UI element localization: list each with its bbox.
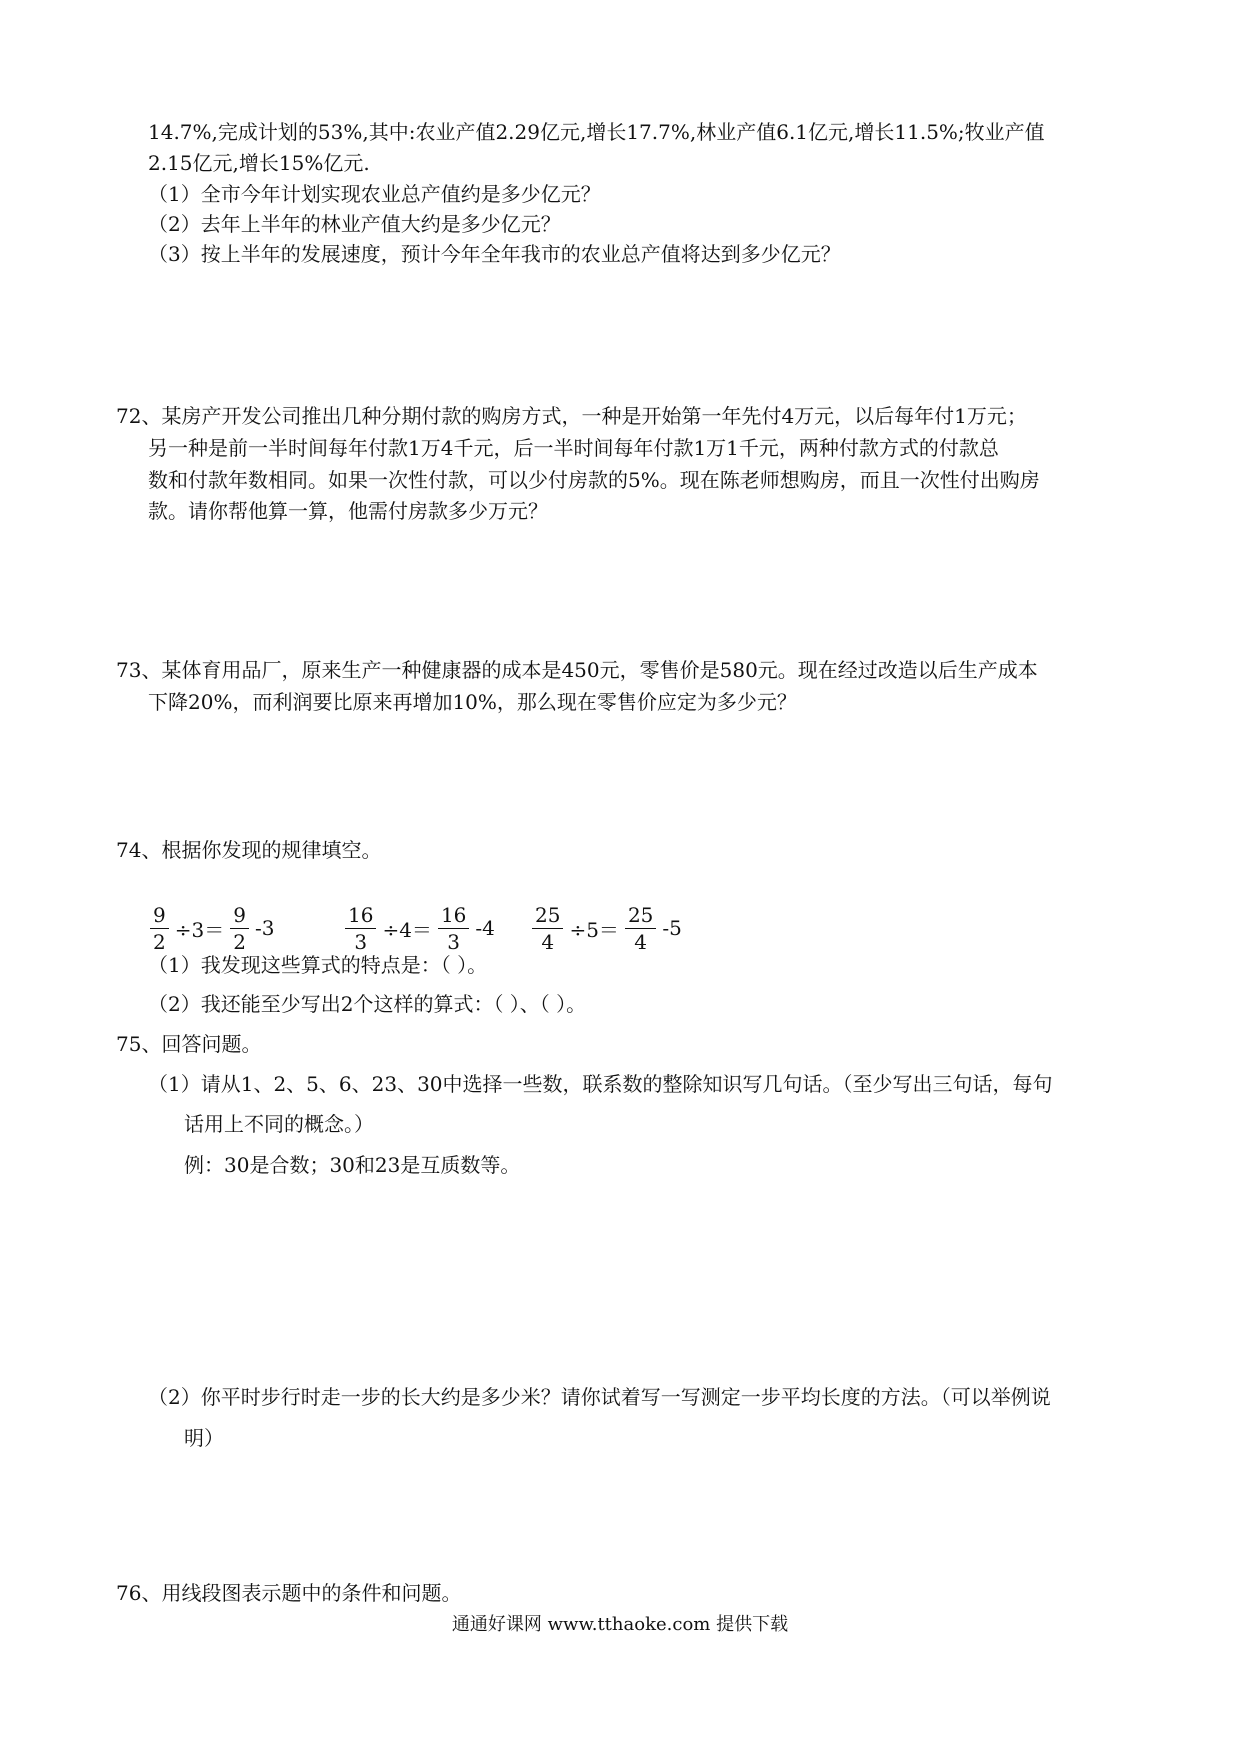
- problem-72-line-2: 另一种是前一半时间每年付款1万4千元，后一半时间每年付款1万1千元，两种付款方式的付款总: [148, 436, 999, 460]
- fraction-denominator: 2: [233, 929, 246, 954]
- problem-76-title: 76、用线段图表示题中的条件和问题。: [116, 1581, 462, 1605]
- fraction: [230, 902, 249, 955]
- problem-72-line-3: 数和付款年数相同。如果一次性付款，可以少付房款的5%。现在陈老师想购房，而且一次性付出购房: [148, 468, 1040, 492]
- problem-72-line-4: 款。请你帮他算一算，他需付房款多少万元？: [148, 499, 548, 523]
- page-footer: 通通好课网 www.tthaoke.com 提供下载: [451, 1614, 789, 1635]
- fraction-denominator: 4: [634, 929, 648, 954]
- problem-73-line-2: 下降20%，而利润要比原来再增加10%，那么现在零售价应定为多少元？: [148, 690, 797, 714]
- fraction-numerator: 16: [345, 902, 376, 929]
- fraction-numerator: 9: [230, 902, 249, 929]
- fraction-denominator: 2: [153, 929, 166, 954]
- problem-75-title: 75、回答问题。: [116, 1032, 262, 1056]
- fraction: [150, 902, 169, 955]
- fraction-numerator: 16: [438, 902, 469, 929]
- fraction-denominator: 4: [541, 929, 555, 954]
- equation-3: [530, 888, 686, 968]
- problem-75-example: 例：30是合数；30和23是互质数等。: [184, 1153, 521, 1177]
- equation-operator: ÷4＝: [382, 917, 432, 942]
- fraction-numerator: 25: [625, 902, 656, 929]
- problem-74-title: 74、根据你发现的规律填空。: [116, 838, 382, 862]
- problem-75-question-1-line-2: 话用上不同的概念。）: [184, 1112, 374, 1136]
- intro-question-1: （1）全市今年计划实现农业总产值约是多少亿元？: [148, 182, 601, 206]
- problem-75-question-2-line-2: 明）: [184, 1426, 224, 1450]
- equation-tail: -3: [254, 916, 275, 940]
- equation-tail: -4: [475, 916, 495, 940]
- intro-question-3: （3）按上半年的发展速度，预计今年全年我市的农业总产值将达到多少亿元？: [148, 242, 841, 266]
- fraction: [625, 902, 656, 955]
- problem-72-line-1: 72、某房产开发公司推出几种分期付款的购房方式，一种是开始第一年先付4万元，以后每年付1万元；: [116, 404, 1027, 428]
- equation-operator: ÷5＝: [569, 917, 619, 942]
- intro-line-1: 14.7%,完成计划的53%,其中:农业产值2.29亿元,增长17.7%,林业产值6.1亿元,增长11.5%;牧业产值: [148, 120, 1045, 144]
- fraction: [345, 902, 376, 955]
- problem-75-question-2-line-1: （2）你平时步行时走一步的长大约是多少米？请你试着写一写测定一步平均长度的方法。（可以举例说: [148, 1385, 1051, 1409]
- problem-74-question-1: （1）我发现这些算式的特点是：（ ）。: [148, 953, 488, 977]
- equation-tail: -5: [662, 916, 682, 940]
- problem-75-question-1-line-1: （1）请从1、2、5、6、23、30中选择一些数，联系数的整除知识写几句话。（至少写出三句话，每句: [148, 1072, 1053, 1096]
- fraction-denominator: 3: [447, 929, 461, 954]
- equation-operator: ÷3＝: [174, 917, 225, 942]
- fraction-numerator: 9: [150, 902, 169, 929]
- intro-question-2: （2）去年上半年的林业产值大约是多少亿元？: [148, 212, 561, 236]
- fraction: [532, 902, 563, 955]
- fraction-numerator: 25: [532, 902, 563, 929]
- problem-74-question-2: （2）我还能至少写出2个这样的算式：（ ）、（ ）。: [148, 992, 587, 1016]
- fraction: [438, 902, 469, 955]
- intro-line-2: 2.15亿元,增长15%亿元.: [148, 151, 370, 175]
- problem-73-line-1: 73、某体育用品厂，原来生产一种健康器的成本是450元，零售价是580元。现在经过改造以后生产成本: [116, 658, 1038, 682]
- fraction-denominator: 3: [354, 929, 368, 954]
